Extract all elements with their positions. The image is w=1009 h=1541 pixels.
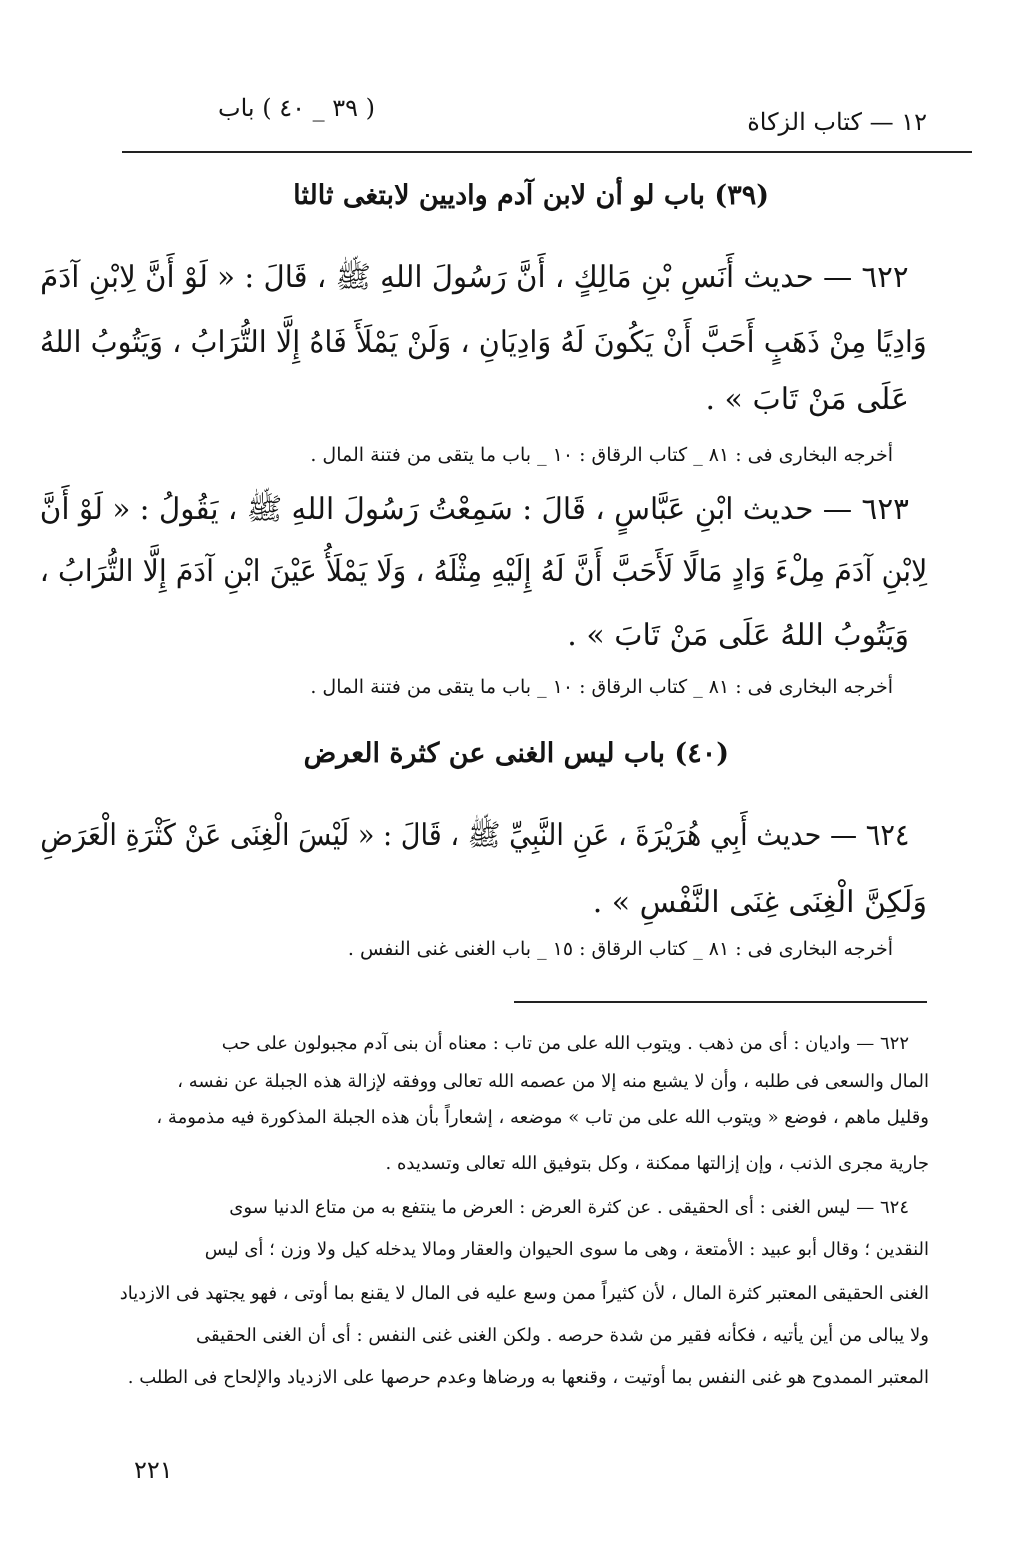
footnote-line: ولا يبالى من أين يأتيه ، فكأنه فقير من شدة حرصه . ولكن الغنى غنى النفس : أى أن الغنى الحقيقى (195, 1325, 929, 1346)
hadith-623-line-2: لِابْنِ آدَمَ مِلْءَ وَادٍ مَالًا لَأَحَبَّ أَنَّ لَهُ إِلَيْهِ مِثْلَهُ ، وَلَا يَمْلَأُ عَيْنَ ابْنِ آدَمَ إِلَّا التُّرَابُ ، (39, 554, 927, 589)
section-heading-40: (٤٠) باب ليس الغنى عن كثرة العرض (303, 738, 729, 769)
running-header-section-range: ( ٣٩ _ ٤٠ ) باب (218, 94, 376, 122)
hadith-624-line-2: وَلَكِنَّ الْغِنَى غِنَى النَّفْسِ » . (592, 885, 927, 920)
footnote-line: الغنى الحقيقى المعتبر كثرة المال ، لأن كثيراً ممن وسع عليه فى المال لا يقنع بما أوتى ، فهو يجتهد فى الازدياد (119, 1283, 929, 1304)
hadith-623-reference: أخرجه البخارى فى : ٨١ _ كتاب الرقاق : ١٠ _ باب ما يتقى من فتنة المال . (310, 676, 893, 698)
footnote-line: النقدين ؛ وقال أبو عبيد : الأمتعة ، وهى ما سوى الحيوان والعقار ومالا يدخله كيل ولا وزن ؛ أى ليس (204, 1239, 929, 1260)
hadith-623-line-3: وَيَتُوبُ اللهُ عَلَى مَنْ تَابَ » . (567, 618, 909, 653)
hadith-623-line-1: ٦٢٣ — حديث ابْنِ عَبَّاسٍ ، قَالَ : سَمِعْتُ رَسُولَ اللهِ ﷺ ، يَقُولُ : « لَوْ أَنَّ (39, 492, 909, 527)
hadith-622-line-1: ٦٢٢ — حديث أَنَسِ بْنِ مَالِكٍ ، أَنَّ رَسُولَ اللهِ ﷺ ، قَالَ : « لَوْ أَنَّ لِابْنِ آدَمَ (40, 260, 909, 295)
footnote-line: المال والسعى فى طلبه ، وأن لا يشبع منه إلا من عصمه الله تعالى ووفقه لإزالة هذه الجبلة عن نفسه ، (177, 1071, 929, 1092)
hadith-624-line-1: ٦٢٤ — حديث أَبِي هُرَيْرَةَ ، عَنِ النَّبِيِّ ﷺ ، قَالَ : « لَيْسَ الْغِنَى عَنْ كَثْرَةِ الْعَرَضِ (39, 818, 909, 853)
footnote-line: المعتبر الممدوح هو غنى النفس بما أوتيت ، وقنعها به ورضاها وعدم حرصها على الازدياد والإلحاح فى الطلب . (127, 1367, 929, 1388)
hadith-622-line-3: عَلَى مَنْ تَابَ » . (705, 382, 909, 417)
hadith-624-reference: أخرجه البخارى فى : ٨١ _ كتاب الرقاق : ١٥ _ باب الغنى غنى النفس . (347, 938, 893, 960)
hadith-622-line-2: وَادِيًا مِنْ ذَهَبٍ أَحَبَّ أَنْ يَكُونَ لَهُ وَادِيَانِ ، وَلَنْ يَمْلَأَ فَاهُ إِلَّا التُّرَابُ ، وَيَتُوبُ اللهُ (40, 325, 927, 360)
page-number: ٢٢١ (134, 1456, 173, 1484)
section-heading-39: (٣٩) باب لو أن لابن آدم واديين لابتغى ثالثا (293, 180, 769, 211)
footnote-line: جارية مجرى الذنب ، وإن إزالتها ممكنة ، وكل بتوفيق الله تعالى وتسديده . (385, 1153, 929, 1174)
footnote-line: ٦٢٢ — واديان : أى من ذهب . ويتوب الله على من تاب : معناه أن بنى آدم مجبولون على حب (221, 1033, 909, 1054)
running-header-chapter: ١٢ — كتاب الزكاة (747, 108, 927, 136)
hadith-622-reference: أخرجه البخارى فى : ٨١ _ كتاب الرقاق : ١٠ _ باب ما يتقى من فتنة المال . (310, 444, 893, 466)
footnote-line: ٦٢٤ — ليس الغنى : أى الحقيقى . عن كثرة العرض : العرض ما ينتفع به من متاع الدنيا سوى (229, 1197, 909, 1218)
header-rule (122, 151, 972, 153)
footnote-line: وقليل ماهم ، فوضع « ويتوب الله على من تاب » موضعه ، إشعاراً بأن هذه الجبلة المذكورة فيه مذمومة ، (156, 1107, 929, 1128)
footnote-rule (514, 1001, 927, 1003)
